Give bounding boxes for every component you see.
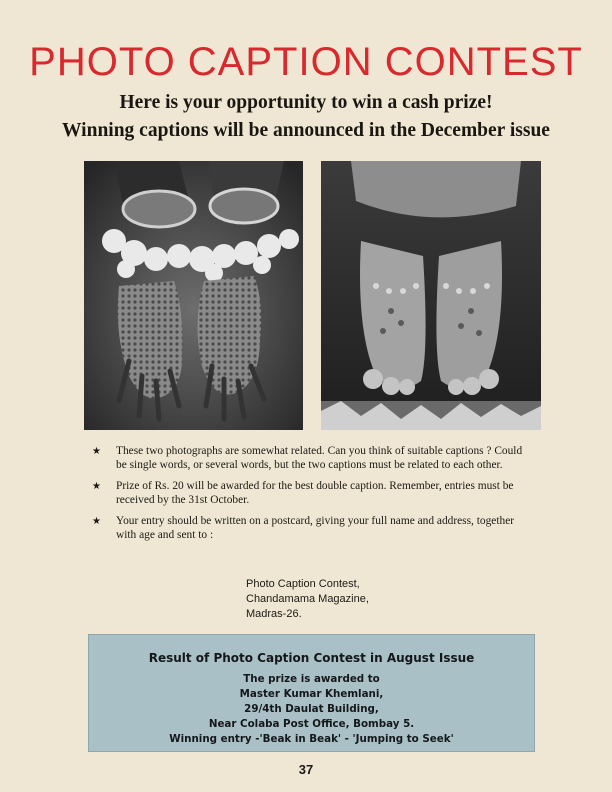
contest-headline: PHOTO CAPTION CONTEST	[29, 40, 583, 84]
result-line: The prize is awarded to	[243, 673, 380, 685]
subheading-announcement: Winning captions will be announced in the December issue	[62, 120, 550, 141]
subheading-prize: Here is your opportunity to win a cash prize!	[119, 92, 493, 113]
hands-with-henna-photo	[84, 161, 303, 430]
result-line: 29/4th Daulat Building,	[244, 703, 379, 715]
address-line: Madras-26.	[246, 608, 302, 620]
star-bullet-icon: ★	[92, 516, 101, 527]
rule-item	[92, 480, 532, 507]
result-line: Near Colaba Post Office, Bombay 5.	[208, 718, 415, 730]
rule-text: These two photographs are somewhat related. Can you think of suitable captions ? Could be single words, or several words, but the two captions must be related to each other.	[116, 445, 523, 471]
mailing-address	[246, 577, 369, 622]
address-line: Photo Caption Contest,	[246, 578, 360, 590]
rule-item	[92, 445, 532, 472]
winning-entry: Winning entry -'Beak in Beak' - 'Jumping to Seek'	[169, 733, 454, 745]
rule-item	[92, 515, 532, 542]
result-title: Result of Photo Caption Contest in August Issue	[148, 651, 475, 665]
rule-text: Your entry should be written on a postcard, giving your full name and address, together with age and sent to :	[116, 515, 515, 541]
star-bullet-icon: ★	[92, 481, 101, 492]
page-number: 37	[298, 762, 314, 777]
feet-with-henna-photo	[321, 161, 541, 430]
contest-rules	[92, 445, 532, 550]
address-line: Chandamama Magazine,	[246, 593, 369, 605]
winner-name: Master Kumar Khemlani,	[239, 688, 384, 700]
result-announcement-box	[88, 634, 535, 752]
star-bullet-icon: ★	[92, 446, 101, 457]
rule-text: Prize of Rs. 20 will be awarded for the best double caption. Remember, entries must be received by the 31st October.	[116, 480, 514, 506]
